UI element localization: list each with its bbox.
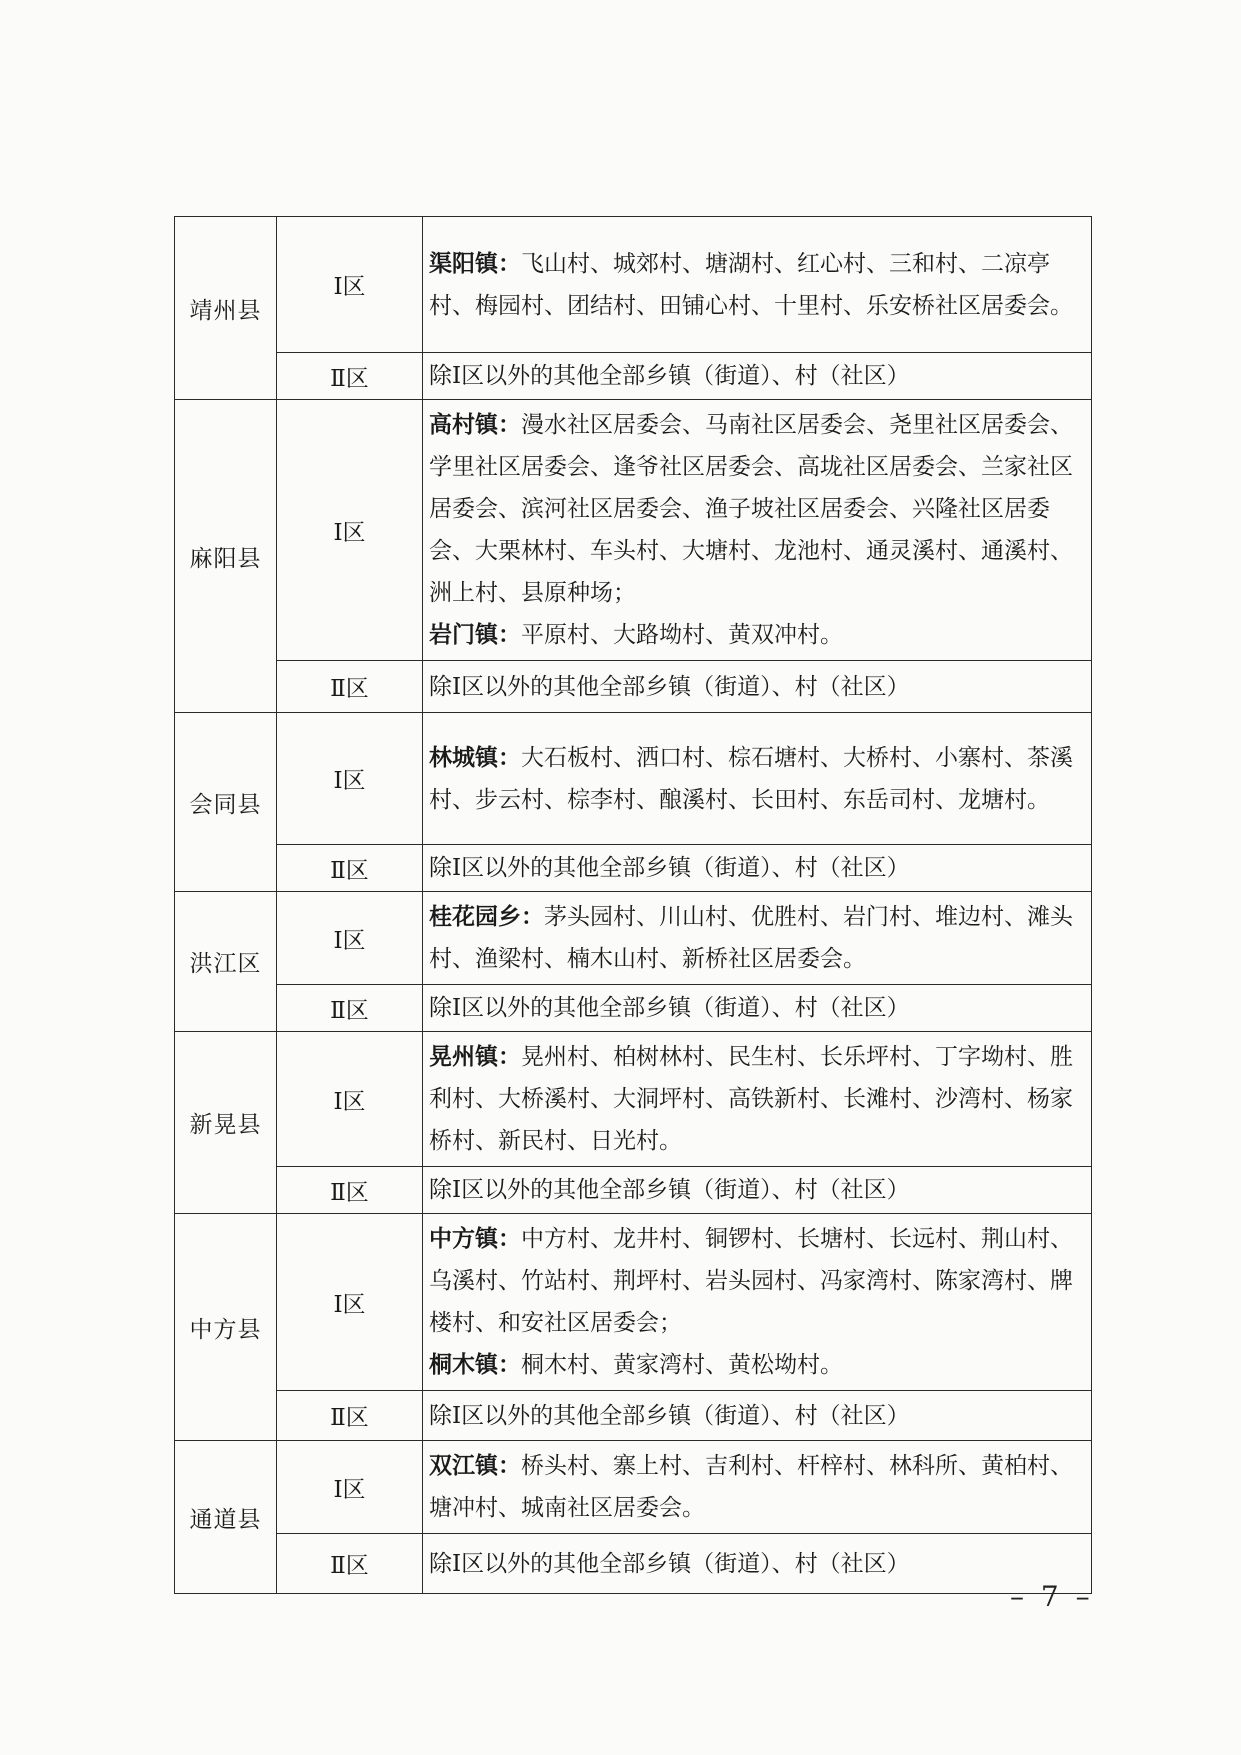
zone2-description: 除Ⅰ区以外的其他全部乡镇（街道）、村（社区） [423,661,1092,713]
zone1-description [423,892,1092,985]
town-name: 高村镇： [429,411,521,438]
zone1-description [423,1032,1092,1167]
village-list: 中方村、龙井村、铜锣村、长塘村、长远村、荆山村、乌溪村、竹站村、荆坪村、岩头园村、冯家湾村、陈家湾村、牌楼村、和安社区居委会； [429,1226,1073,1336]
county-name: 通道县 [175,1441,277,1594]
zone2-description: 除Ⅰ区以外的其他全部乡镇（街道）、村（社区） [423,1534,1092,1594]
table-row [175,1391,1092,1441]
town-name: 双江镇： [429,1452,521,1479]
village-list: 飞山村、城郊村、塘湖村、红心村、三和村、二凉亭村、梅园村、团结村、田铺心村、十里村、乐安桥社区居委会。 [429,250,1073,319]
zone-label: Ⅱ区 [277,1391,423,1441]
table-row [175,1214,1092,1391]
town-name: 岩门镇： [429,621,521,648]
county-name: 新晃县 [175,1032,277,1214]
village-list: 桐木村、黄家湾村、黄松坳村。 [521,1352,843,1378]
county-name: 会同县 [175,713,277,892]
zone-label: Ⅰ区 [277,400,423,661]
table-row [175,1032,1092,1167]
table-row [175,661,1092,713]
zone1-description [423,1441,1092,1534]
village-list: 平原村、大路坳村、黄双冲村。 [521,622,843,648]
table-row [175,1534,1092,1594]
county-name: 靖州县 [175,217,277,400]
zone-label: Ⅰ区 [277,713,423,845]
zone-label: Ⅰ区 [277,892,423,985]
county-name: 中方县 [175,1214,277,1441]
zone-label: Ⅱ区 [277,1167,423,1214]
village-list: 茅头园村、川山村、优胜村、岩门村、堆边村、滩头村、渔梁村、楠木山村、新桥社区居委会。 [429,904,1073,972]
table-row [175,892,1092,985]
table-row [175,713,1092,845]
zone2-description: 除Ⅰ区以外的其他全部乡镇（街道）、村（社区） [423,1167,1092,1214]
town-name: 中方镇： [429,1225,521,1252]
zone2-description: 除Ⅰ区以外的其他全部乡镇（街道）、村（社区） [423,1391,1092,1441]
zone-label: Ⅰ区 [277,217,423,353]
table-row [175,1441,1092,1534]
county-name: 麻阳县 [175,400,277,713]
zone2-description: 除Ⅰ区以外的其他全部乡镇（街道）、村（社区） [423,845,1092,892]
zone1-description [423,400,1092,661]
village-list: 漫水社区居委会、马南社区居委会、尧里社区居委会、学里社区居委会、逢爷社区居委会、高垅社区居委会、兰家社区居委会、滨河社区居委会、渔子坡社区居委会、兴隆社区居委会、大栗林村、车头村、大塘村、龙池村、通灵溪村、通溪村、洲上村、县原种场； [429,412,1073,606]
zone-label: Ⅱ区 [277,1534,423,1594]
zone-label: Ⅱ区 [277,845,423,892]
zone-label: Ⅱ区 [277,661,423,713]
zone-label: Ⅱ区 [277,985,423,1032]
table-row [175,217,1092,353]
zone-label: Ⅰ区 [277,1441,423,1534]
village-list: 大石板村、洒口村、棕石塘村、大桥村、小寨村、茶溪村、步云村、棕李村、酿溪村、长田村、东岳司村、龙塘村。 [429,744,1073,813]
zone-label: Ⅰ区 [277,1032,423,1167]
table-row [175,985,1092,1032]
zone-table [174,216,1092,1594]
town-name: 桐木镇： [429,1351,521,1378]
town-name: 晃州镇： [429,1043,521,1070]
table-row [175,353,1092,400]
town-name: 渠阳镇： [429,249,521,277]
village-list: 晃州村、柏树林村、民生村、长乐坪村、丁字坳村、胜利村、大桥溪村、大洞坪村、高铁新村、长滩村、沙湾村、杨家桥村、新民村、日光村。 [429,1044,1073,1154]
table-row [175,1167,1092,1214]
town-name: 林城镇： [429,743,521,771]
zone-label: Ⅱ区 [277,353,423,400]
zone2-description: 除Ⅰ区以外的其他全部乡镇（街道）、村（社区） [423,985,1092,1032]
page-number: – 7 – [1010,1580,1094,1613]
table-row [175,845,1092,892]
village-list: 桥头村、寨上村、吉利村、杆梓村、林科所、黄柏村、塘冲村、城南社区居委会。 [429,1453,1073,1521]
table-row [175,400,1092,661]
town-name: 桂花园乡： [429,903,544,930]
county-name: 洪江区 [175,892,277,1032]
zone1-description [423,713,1092,845]
zone1-description [423,1214,1092,1391]
zone1-description [423,217,1092,353]
zone-label: Ⅰ区 [277,1214,423,1391]
zone2-description: 除Ⅰ区以外的其他全部乡镇（街道）、村（社区） [423,353,1092,400]
